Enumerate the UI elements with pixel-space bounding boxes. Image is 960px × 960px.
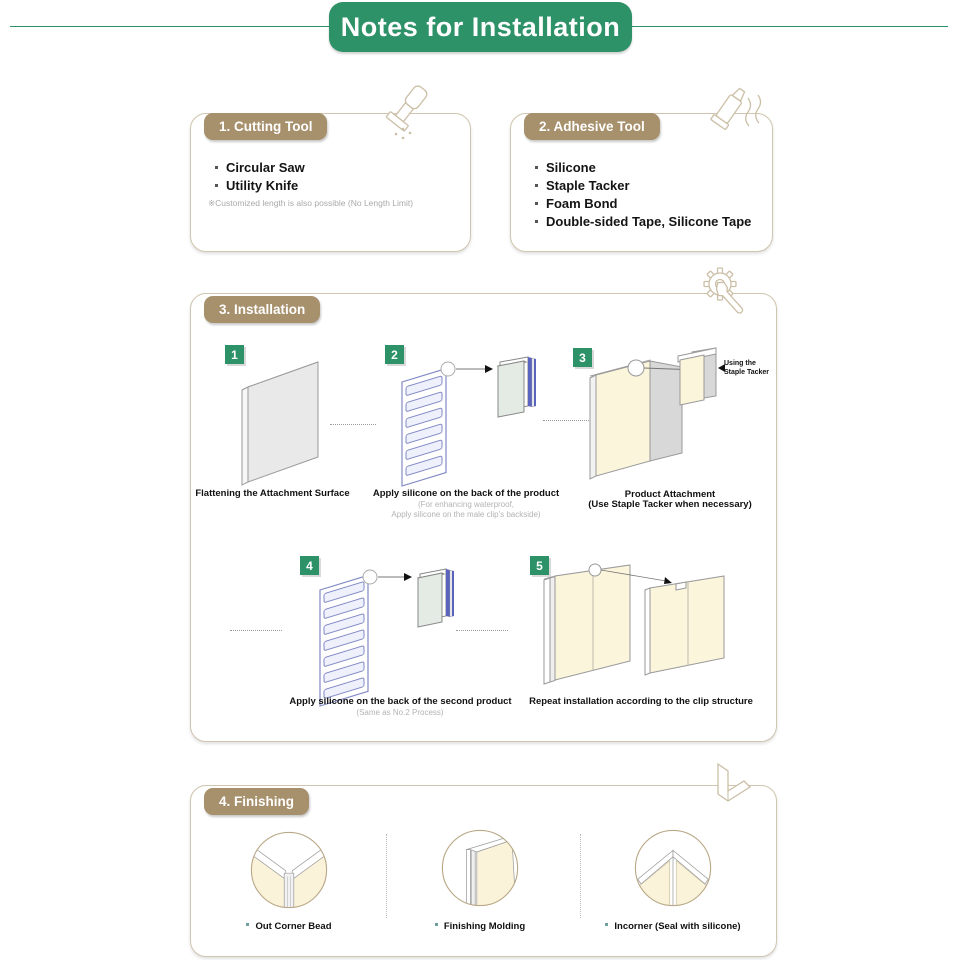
step-badge-1: 1	[225, 345, 244, 364]
step3-annotation-line2: Staple Tacker	[724, 368, 770, 376]
section-installation-label: 3. Installation	[204, 296, 320, 323]
dotted-separator	[456, 630, 508, 631]
step1-panel-figure	[228, 352, 338, 484]
list-item	[535, 213, 751, 231]
corner-trim-icon	[702, 760, 758, 812]
section-adhesive-label: 2. Adhesive Tool	[524, 113, 660, 140]
list-item	[535, 195, 751, 213]
step4-subcaption: (Same as No.2 Process)	[356, 708, 444, 717]
list-item	[215, 159, 305, 177]
step4-silicone-figure	[302, 562, 457, 696]
step2-subcaption-2: Apply silicone on the male clip's backside)	[391, 510, 541, 519]
dotted-separator	[386, 834, 387, 918]
list-item	[215, 177, 305, 195]
dotted-separator	[543, 420, 589, 421]
bullet-dot	[435, 923, 438, 926]
section-finishing-label: 4. Finishing	[204, 788, 309, 815]
gear-wrench-icon	[690, 262, 760, 324]
step3-caption-2: (Use Staple Tacker when necessary)	[588, 499, 752, 510]
cutting-note: ※Customized length is also possible (No Length Limit)	[208, 198, 414, 208]
bullet-dot	[535, 202, 538, 205]
dotted-separator	[580, 834, 581, 918]
list-item-label: Foam Bond	[546, 196, 618, 211]
step4-caption: Apply silicone on the back of the second product	[289, 696, 512, 707]
step-badge-5: 5	[530, 556, 549, 575]
bullet-dot	[535, 220, 538, 223]
list-item	[535, 159, 751, 177]
step-badge-3: 3	[573, 348, 592, 367]
step1-caption: Flattening the Attachment Surface	[195, 488, 350, 499]
bullet-dot	[246, 923, 249, 926]
step2-subcaption-1: (For enhancing waterproof,	[417, 500, 515, 509]
step3-annotation	[724, 360, 770, 377]
finishing-item-3	[578, 921, 768, 932]
adhesive-items	[535, 159, 751, 231]
finishing-item-label: Incorner (Seal with silicone)	[614, 921, 741, 932]
list-item-label: Staple Tacker	[546, 178, 630, 193]
bullet-dot	[605, 923, 608, 926]
step5-repeat-figure	[538, 558, 733, 690]
list-item-label: Double-sided Tape, Silicone Tape	[546, 214, 752, 229]
list-item-label: Circular Saw	[226, 160, 305, 175]
step2-caption: Apply silicone on the back of the product	[372, 488, 560, 499]
incorner-figure	[633, 828, 713, 908]
bullet-dot	[215, 166, 218, 169]
step2-silicone-figure	[386, 352, 536, 487]
step-badge-2: 2	[385, 345, 404, 364]
page-title: Notes for Installation	[329, 2, 632, 52]
list-item-label: Silicone	[546, 160, 596, 175]
silicone-tube-icon	[696, 84, 768, 144]
dotted-separator	[330, 424, 376, 425]
cutting-items	[215, 159, 305, 195]
utility-knife-icon	[372, 88, 438, 144]
step3-annotation-line1: Using the	[724, 360, 756, 367]
finishing-item-label: Out Corner Bead	[255, 921, 332, 932]
list-item-label: Utility Knife	[226, 178, 299, 193]
list-item	[535, 177, 751, 195]
finishing-item-label: Finishing Molding	[443, 921, 526, 932]
out-corner-bead-figure	[249, 830, 329, 910]
step-badge-4: 4	[300, 556, 319, 575]
bullet-dot	[215, 184, 218, 187]
finishing-molding-figure	[440, 828, 520, 908]
bullet-dot	[535, 166, 538, 169]
finishing-item-1	[214, 921, 364, 932]
bullet-dot	[535, 184, 538, 187]
step3-attachment-figure	[586, 344, 726, 484]
finishing-item-2	[405, 921, 555, 932]
step5-caption: Repeat installation according to the clip structure	[529, 696, 753, 707]
step3-caption-1: Product Attachment	[624, 489, 716, 500]
dotted-separator	[230, 630, 282, 631]
section-cutting-label: 1. Cutting Tool	[204, 113, 327, 140]
